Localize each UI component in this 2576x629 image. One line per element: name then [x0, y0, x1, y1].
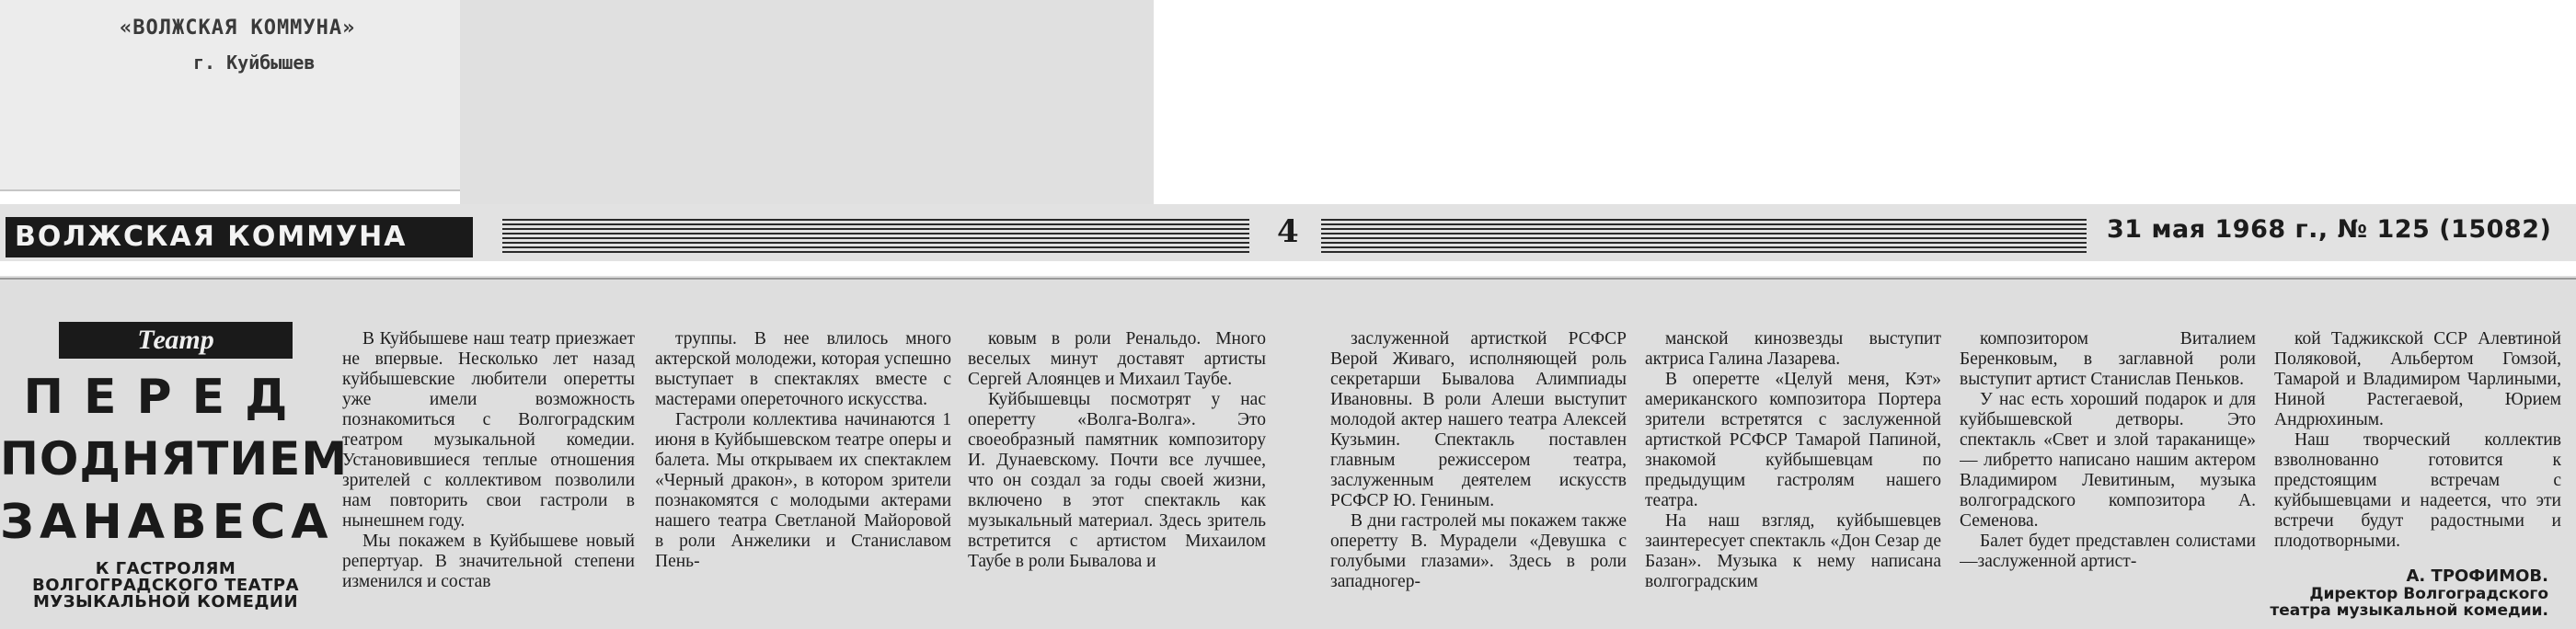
- top-rule: [0, 278, 2576, 280]
- author-signature: А. ТРОФИМОВ.: [2406, 566, 2548, 586]
- column-paragraph: Куйбышевцы посмотрят у нас оперетту «Волга-Волга». Это своеобразный памятник композитору И. Дунаевскому. Почти все лучшее, что он создал за годы своей жизни, включено в этот спектакль как музыкальный материал. Здесь зритель встретится с артистом Михаилом Таубе в роли Бывалова и: [968, 390, 1266, 571]
- page-number: 4: [1277, 213, 1299, 250]
- clipping-label-city: г. Куйбышев: [193, 51, 316, 74]
- headline-line-1: ПЕРЕД: [23, 370, 308, 425]
- headline-line-2: ПОДНЯТИЕМ: [0, 432, 349, 486]
- column-paragraph: труппы. В нее влилось много актерской молодежи, которая успешно выступает в спектаклях вместе с мастерами опереточного искусства.: [655, 329, 951, 409]
- column-paragraph: В дни гастролей мы покажем также оперетту В. Мурадели «Девушка с голубыми глазами». Здесь в роли западногер-: [1330, 511, 1627, 591]
- article-column-3: [968, 329, 1266, 622]
- clipping-upper-band: [460, 0, 1154, 204]
- column-paragraph: ковым в роли Ренальдо. Много веселых минут доставят артисты Сергей Алоянцев и Михаил Таубе.: [968, 329, 1266, 389]
- issue-date: 31 мая 1968 г., № 125 (15082): [2107, 215, 2552, 244]
- column-paragraph: Наш творческий коллектив взволнованно готовится к предстоящим встречам с куйбышевцами и надеется, что эти встречи будут радостными и плодотворными.: [2274, 430, 2561, 551]
- column-paragraph: На наш взгляд, куйбышевцев заинтересует спектакль «Дон Сезар де Базан». Музыка к нему написана волгоградским: [1645, 511, 1941, 591]
- column-paragraph: Гастроли коллектива начинаются 1 июня в Куйбышевском театре оперы и балета. Мы открываем их спектаклем «Черный дракон», в котором зрители познакомятся с молодыми актерами нашего театра Светланой Майоровой в роли Анжелики и Станиславом Пень-: [655, 410, 951, 571]
- clipping-label-paper: «ВОЛЖСКАЯ КОММУНА»: [120, 17, 356, 40]
- headline-line-3: ЗАНАВЕСА: [0, 495, 334, 550]
- column-paragraph: композитором Виталием Беренковым, в заглавной роли выступит артист Станислав Пеньков.: [1960, 329, 2256, 389]
- masthead-title: ВОЛЖСКАЯ КОММУНА: [6, 217, 473, 257]
- article-column-4: [1330, 329, 1627, 622]
- masthead-hatch-right: [1321, 219, 2087, 256]
- column-paragraph: У нас есть хороший подарок и для куйбышевской детворы. Это спектакль «Свет и злой тараканище» — либретто написано нашим актером Владимиром Левитиным, музыка волгоградского композитора А. Семенова.: [1960, 390, 2256, 531]
- column-paragraph: Мы покажем в Куйбышеве новый репертуар. В значительной степени изменился и состав: [342, 532, 635, 591]
- column-paragraph: Балет будет представлен солистами—заслуженной артист-: [1960, 532, 2256, 571]
- subhead-line-1: К ГАСТРОЛЯМ: [95, 559, 236, 578]
- article-column-7: [2274, 329, 2561, 559]
- masthead-hatch-left: [502, 219, 1249, 256]
- column-paragraph: В оперетте «Целуй меня, Кэт» американского композитора Портера зрители встретятся с заслуженной артисткой РСФСР Тамарой Папиной, знакомой куйбышевцам по предыдущим гастролям нашего театра.: [1645, 370, 1941, 510]
- article-column-2: [655, 329, 951, 622]
- article-column-6: [1960, 329, 2256, 622]
- column-paragraph: заслуженной артисткой РСФСР Верой Живаго, исполняющей роль секретарши Бывалова Алимпиады Ивановны. В роли Алеши выступит молодой актер нашего театра Алексей Кузьмин. Спектакль поставлен главным режиссером театра, заслуженным деятелем искусств РСФСР Ю. Гениным.: [1330, 329, 1627, 510]
- clipping-label: [0, 0, 462, 191]
- column-paragraph: манской кинозвезды выступит актриса Галина Лазарева.: [1645, 329, 1941, 369]
- author-role-line-2: театра музыкальной комедии.: [2270, 601, 2548, 620]
- column-paragraph: В Куйбышеве наш театр приезжает не впервые. Несколько лет назад куйбышевские любители оперетты уже имели возможность познакомиться с Волгоградским театром музыкальной комедии. Установившиеся теплые отношения зрителей с коллективом позволили нам повторить свои гастроли в нынешнем году.: [342, 329, 635, 531]
- subhead-line-3: МУЗЫКАЛЬНОЙ КОМЕДИИ: [32, 592, 299, 612]
- subhead-line-2: ВОЛГОГРАДСКОГО ТЕАТРА: [31, 576, 300, 595]
- article-column-1: [342, 329, 635, 622]
- rubric-badge: Театр: [59, 322, 293, 359]
- article-column-5: [1645, 329, 1941, 622]
- author-role-line-1: Директор Волгоградского: [2309, 585, 2548, 603]
- column-paragraph: кой Таджикской ССР Алевтиной Поляковой, Альбертом Гомзой, Тамарой и Владимиром Чарлиными, Ниной Растегаевой, Юрием Андрюхиным.: [2274, 329, 2561, 429]
